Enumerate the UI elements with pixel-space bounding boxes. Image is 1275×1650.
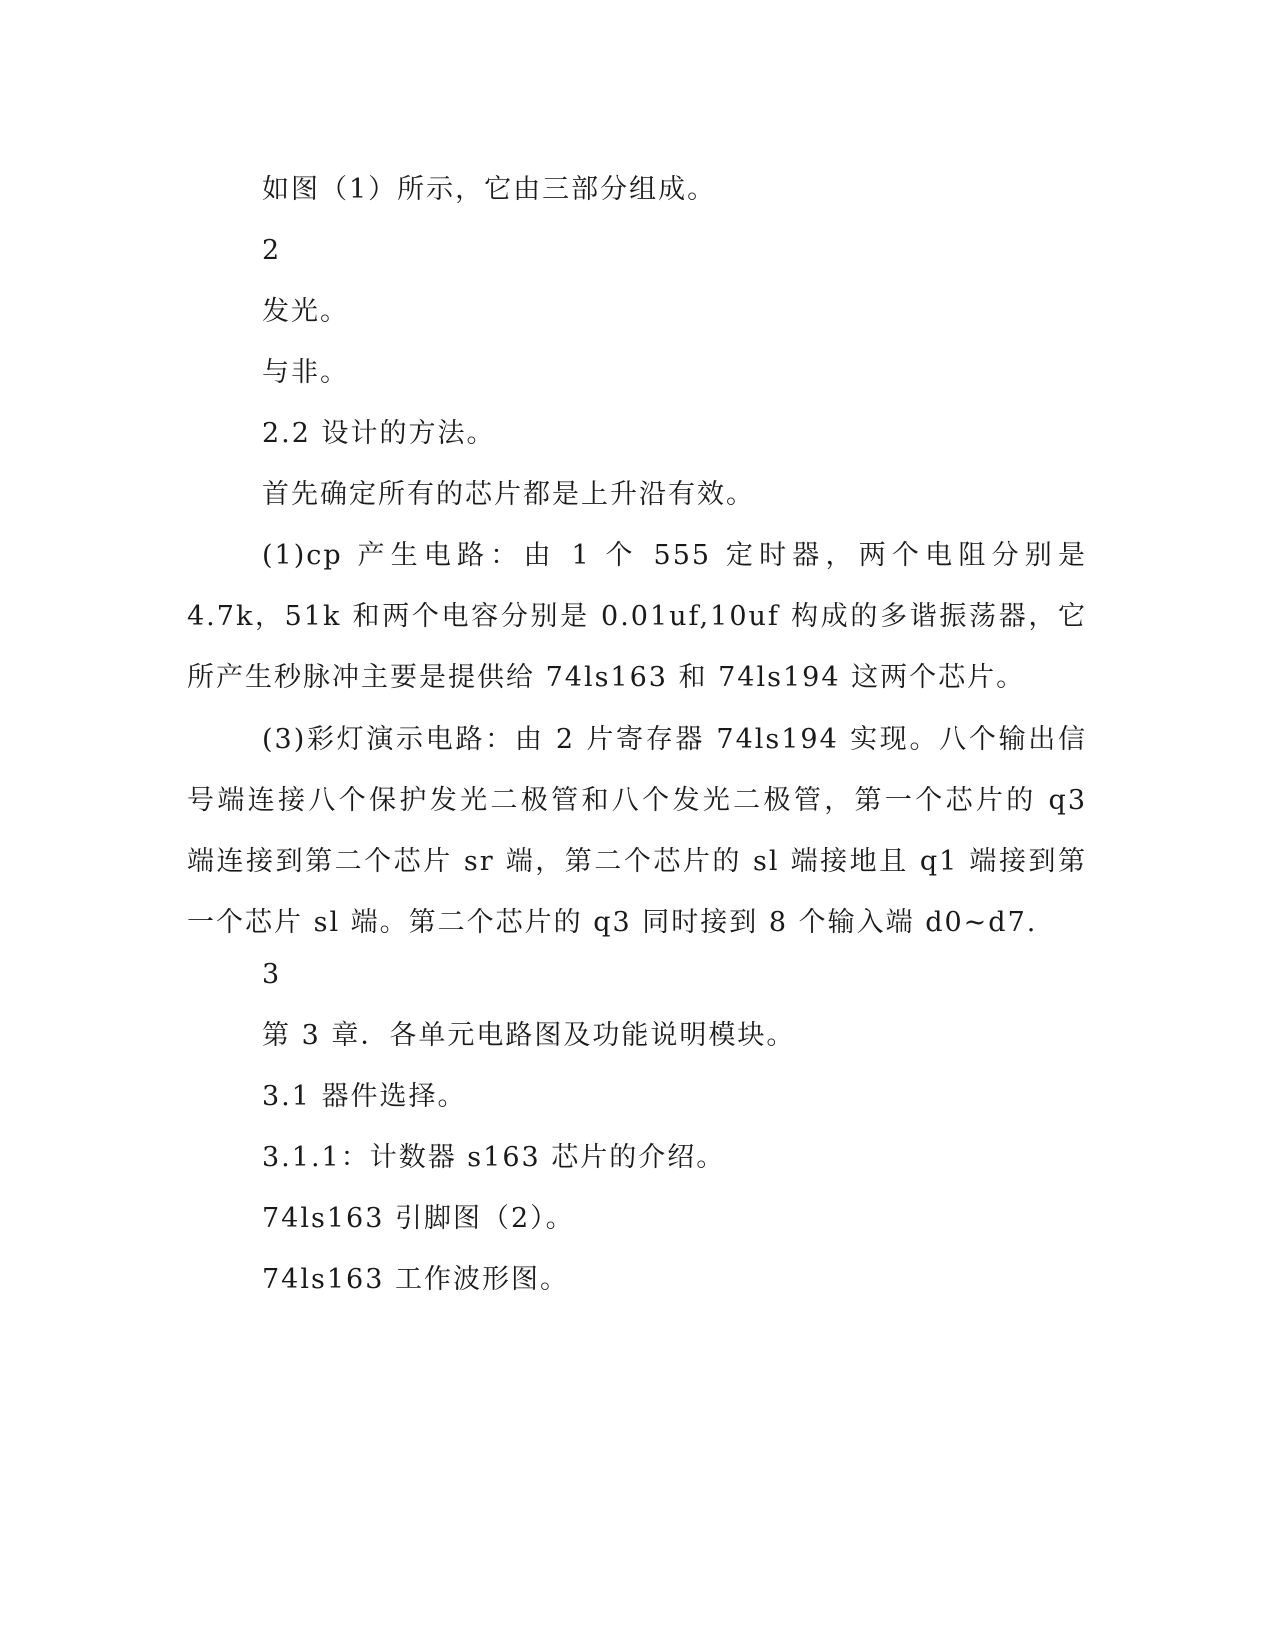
text-line-nand: 与非。 xyxy=(262,357,349,388)
text-line-page-number-2: 2 xyxy=(262,235,282,266)
text-line-figure-intro: 如图（1）所示，它由三部分组成。 xyxy=(262,174,717,205)
section-heading-design-method: 2.2 设计的方法。 xyxy=(262,418,496,449)
paragraph-cp-circuit: (1)cp 产生电路：由 1 个 555 定时器，两个电阻分别是 4.7k，51k 和两个电容分别是 0.01uf,10uf 构成的多谐振荡器，它所产生秒脉冲主要是提供给 74ls163 和 74ls194 这两个芯片。 xyxy=(187,540,1087,693)
chapter-heading-3: 第 3 章．各单元电路图及功能说明模块。 xyxy=(262,1020,796,1051)
figure-caption-pinout: 74ls163 引脚图（2）。 xyxy=(262,1203,575,1234)
section-heading-device-selection: 3.1 器件选择。 xyxy=(262,1081,467,1112)
text-line-rising-edge: 首先确定所有的芯片都是上升沿有效。 xyxy=(262,479,755,510)
text-line-page-number-3: 3 xyxy=(262,959,282,990)
paragraph-light-demo-circuit: (3)彩灯演示电路：由 2 片寄存器 74ls194 实现。八个输出信号端连接八个保护发光二极管和八个发光二极管，第一个芯片的 q3 端连接到第二个芯片 sr 端，第二个芯片的 sl 端接地且 q1 端接到第一个芯片 sl 端。第二个芯片的 q3 同时接到 8 个输入端 d0~d7. xyxy=(187,724,1087,938)
figure-caption-waveform: 74ls163 工作波形图。 xyxy=(262,1264,569,1295)
text-line-light-emitting: 发光。 xyxy=(262,296,349,327)
subsection-heading-counter: 3.1.1：计数器 s163 芯片的介绍。 xyxy=(262,1142,726,1173)
